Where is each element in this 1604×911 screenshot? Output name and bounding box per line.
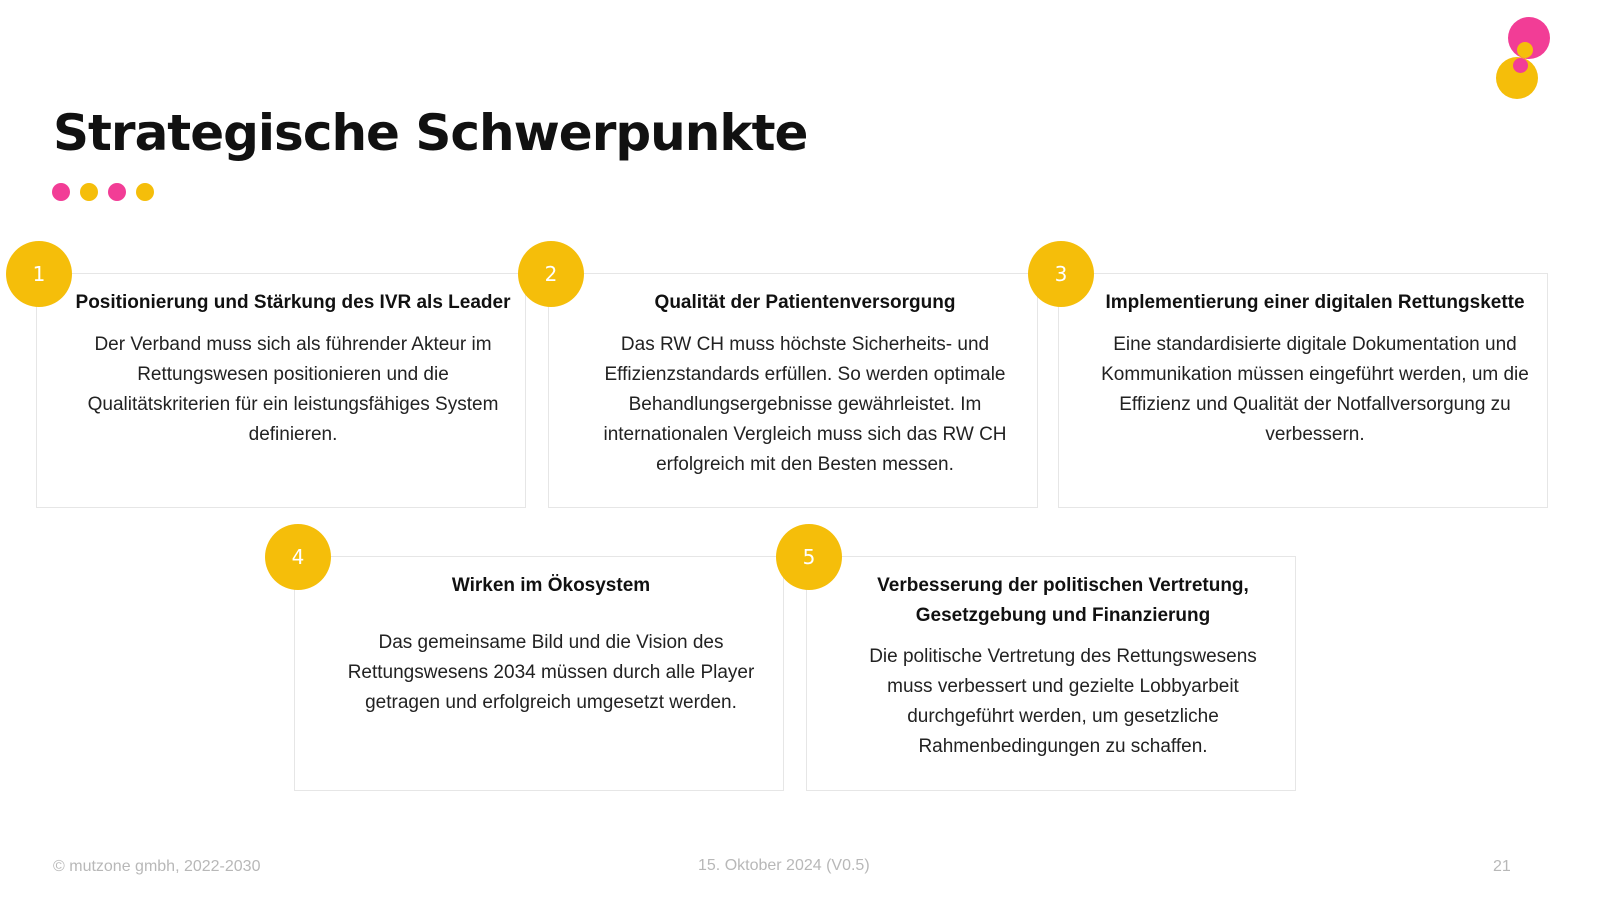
- footer-date: 15. Oktober 2024 (V0.5): [698, 857, 870, 874]
- card-title: Qualität der Patientenversorgung: [654, 292, 956, 313]
- card-number-badge: 5: [776, 524, 842, 590]
- page-title: Strategische Schwerpunkte: [53, 104, 808, 162]
- footer-copyright: © mutzone gmbh, 2022-2030: [53, 858, 261, 875]
- card-number-badge: 2: [518, 241, 584, 307]
- decoration-dot: [80, 183, 98, 201]
- focus-card-4: [294, 556, 784, 791]
- card-title: Wirken im Ökosystem: [451, 575, 651, 596]
- card-number-badge: 3: [1028, 241, 1094, 307]
- card-body: Das RW CH muss höchste Sicherheits- und Effizienzstandards erfüllen. So werden optimale Behandlungsergebnisse gewährleistet. Im internationalen Vergleich muss sich das RW CH erfolgreich mit den Besten messen.: [603, 334, 1007, 475]
- decoration-dot: [108, 183, 126, 201]
- focus-card-2: [548, 273, 1038, 508]
- focus-card-3: [1058, 273, 1548, 508]
- focus-card-1: [36, 273, 526, 508]
- logo-circle-small-yellow: [1517, 42, 1533, 58]
- decoration-dot: [136, 183, 154, 201]
- card-body: Der Verband muss sich als führender Akteur im Rettungswesen positionieren und die Qualitätskriterien für ein leistungsfähiges System definieren.: [87, 334, 499, 445]
- brand-logo: [1528, 15, 1588, 105]
- card-title: Positionierung und Stärkung des IVR als Leader: [75, 292, 511, 313]
- logo-circle-small-pink: [1513, 58, 1528, 73]
- card-title: Implementierung einer digitalen Rettungskette: [1105, 292, 1525, 313]
- card-body: Die politische Vertretung des Rettungswesens muss verbessert und gezielte Lobbyarbeit durchgeführt werden, um gesetzliche Rahmenbedingungen zu schaffen.: [869, 646, 1257, 757]
- card-title: Verbesserung der politischen Vertretung, Gesetzgebung und Finanzierung: [877, 575, 1249, 626]
- card-body: Das gemeinsame Bild und die Vision des Rettungswesens 2034 müssen durch alle Player getragen und erfolgreich umgesetzt werden.: [347, 632, 755, 713]
- title-decoration-dots: [52, 183, 154, 201]
- card-number-badge: 1: [6, 241, 72, 307]
- decoration-dot: [52, 183, 70, 201]
- footer-page-number: 21: [1493, 858, 1511, 875]
- card-number-badge: 4: [265, 524, 331, 590]
- card-body: Eine standardisierte digitale Dokumentation und Kommunikation müssen eingeführt werden, um die Effizienz und Qualität der Notfallversorgung zu verbessern.: [1101, 334, 1529, 445]
- focus-card-5: [806, 556, 1296, 791]
